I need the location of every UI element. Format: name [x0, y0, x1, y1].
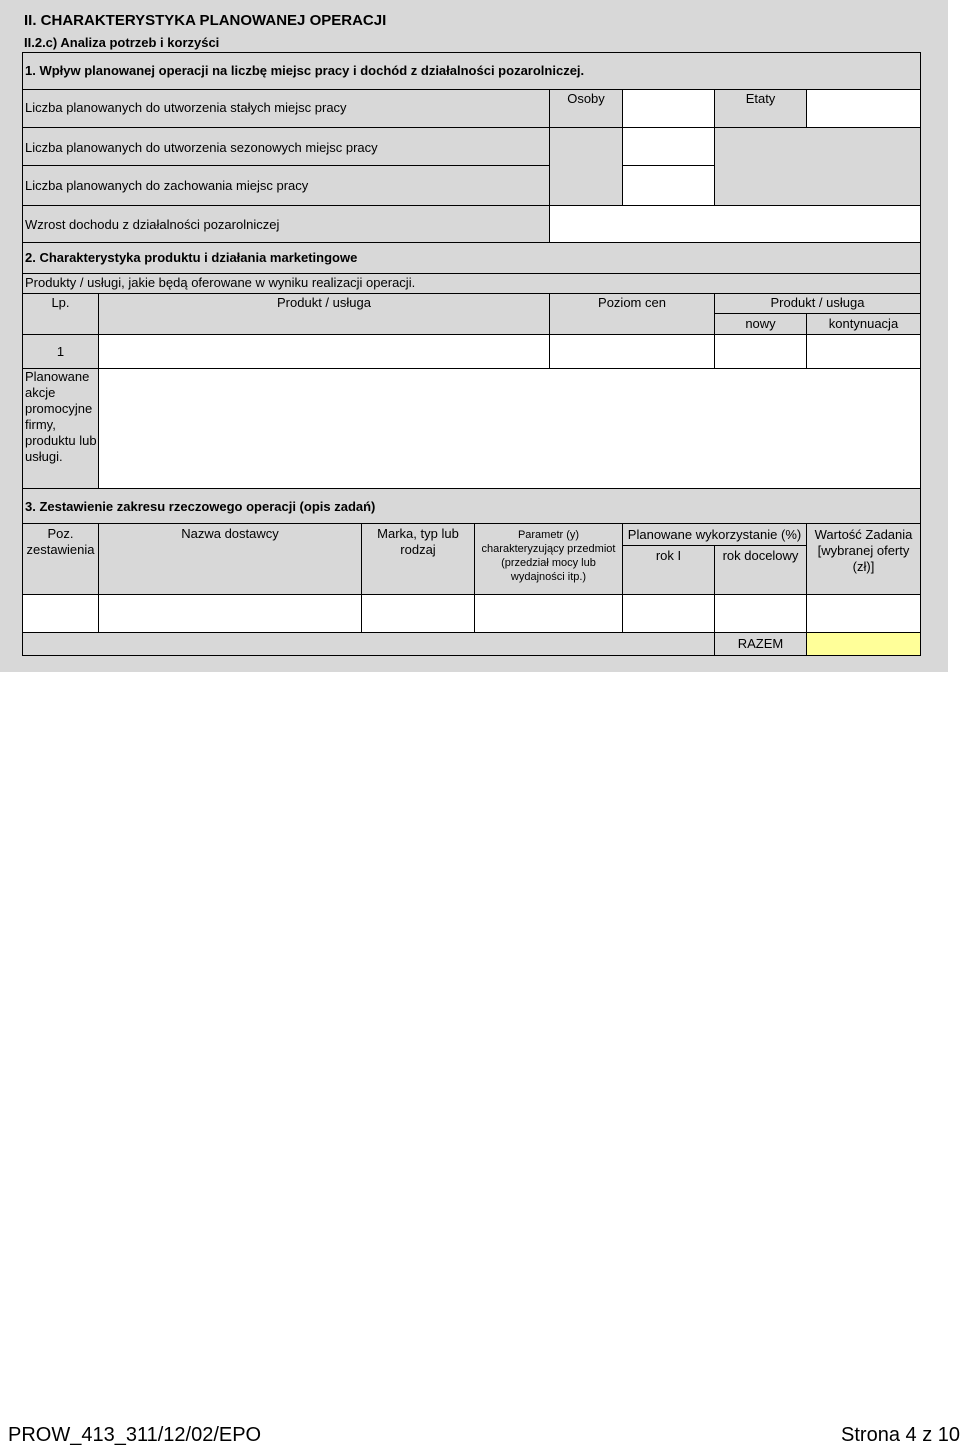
total-label: RAZEM — [737, 636, 784, 651]
col-value-line: Wartość Zadania — [814, 527, 913, 542]
item-supplier-field[interactable] — [98, 594, 362, 633]
row-permanent-jobs — [22, 89, 550, 128]
section3-heading: 3. Zestawienie zakresu rzeczowego operacji (opis zadań) — [25, 499, 376, 514]
col-price-label: Poziom cen — [598, 295, 666, 310]
item-brand-field[interactable] — [361, 594, 475, 633]
promo-label-line: usługi. — [25, 449, 63, 464]
item-year1-field[interactable] — [622, 594, 715, 633]
section2-description-cell — [22, 273, 921, 294]
etaty-blank-cell — [714, 127, 921, 206]
col-brand-header — [361, 523, 475, 595]
col-year1-header — [622, 545, 715, 595]
osoby-permanent-field[interactable] — [622, 89, 715, 128]
row-seasonal-jobs-label: Liczba planowanych do utworzenia sezonowych miejsc pracy — [25, 140, 378, 155]
col-poz-header — [22, 523, 99, 595]
item-value-field[interactable] — [806, 594, 921, 633]
section2-description: Produkty / usługi, jakie będą oferowane w wyniku realizacji operacji. — [25, 275, 416, 290]
row-retained-jobs — [22, 165, 550, 206]
col-target-label: rok docelowy — [722, 548, 799, 563]
promo-label-line: produktu lub — [25, 433, 97, 448]
row-income-growth — [22, 205, 550, 243]
row-permanent-jobs-label: Liczba planowanych do utworzenia stałych miejsc pracy — [25, 100, 347, 115]
osoby-blank-cell — [549, 127, 623, 206]
col-product-header — [98, 293, 550, 335]
item-poz-field[interactable] — [22, 594, 99, 633]
osoby-seasonal-field[interactable] — [622, 127, 715, 166]
col-brand-line: Marka, typ lub — [377, 526, 459, 541]
col-etaty-label: Etaty — [745, 91, 776, 106]
col-poz-line: zestawienia — [26, 542, 95, 557]
col-etaty-header — [714, 89, 807, 128]
col-new-header — [714, 313, 807, 335]
product-name-field[interactable] — [98, 334, 550, 369]
section2-heading-cell — [22, 242, 921, 274]
section2-heading: 2. Charakterystyka produktu i działania marketingowe — [25, 250, 358, 265]
product-new-field[interactable] — [714, 334, 807, 369]
col-osoby-header — [549, 89, 623, 128]
promo-label-line: firmy, — [25, 417, 56, 432]
page-number: Strona 4 z 10 — [841, 1424, 960, 1446]
product-continuation-field[interactable] — [806, 334, 921, 369]
col-usage-label: Planowane wykorzystanie (%) — [627, 527, 802, 542]
col-param-line: (przedział mocy lub — [501, 557, 596, 569]
osoby-retained-field[interactable] — [622, 165, 715, 206]
promo-label-cell — [22, 368, 99, 489]
col-lp-header — [22, 293, 99, 335]
promo-label-line: Planowane — [25, 369, 90, 384]
col-param-line: wydajności itp.) — [510, 571, 587, 583]
col-value-line: (zł)] — [852, 559, 875, 574]
row-income-growth-label: Wzrost dochodu z działalności pozarolniczej — [25, 217, 280, 232]
col-supplier-header — [98, 523, 362, 595]
section-subtitle: II.2.c) Analiza potrzeb i korzyści — [24, 35, 220, 50]
income-growth-field[interactable] — [549, 205, 921, 243]
col-param-line: charakteryzujący przedmiot — [481, 543, 616, 555]
total-blank-cell — [22, 632, 715, 656]
promo-label-line: promocyjne — [25, 401, 93, 416]
col-target-header — [714, 545, 807, 595]
col-product2-label: Produkt / usługa — [770, 295, 865, 310]
total-value-field[interactable] — [806, 632, 921, 656]
col-value-line: [wybranej oferty — [817, 543, 910, 558]
etaty-permanent-field[interactable] — [806, 89, 921, 128]
item-target-field[interactable] — [714, 594, 807, 633]
total-label-cell — [714, 632, 807, 656]
col-osoby-label: Osoby — [567, 91, 605, 106]
row-retained-jobs-label: Liczba planowanych do zachowania miejsc pracy — [25, 178, 309, 193]
col-price-header — [549, 293, 715, 335]
product-row-number: 1 — [56, 343, 65, 359]
col-param-line: Parametr (y) — [517, 529, 580, 541]
row-seasonal-jobs — [22, 127, 550, 166]
col-year1-label: rok I — [655, 548, 682, 563]
product-price-field[interactable] — [549, 334, 715, 369]
promo-label-line: akcje — [25, 385, 56, 400]
section1-heading-cell — [22, 52, 921, 90]
col-param-header — [474, 523, 623, 595]
col-new-label: nowy — [745, 316, 776, 331]
col-continuation-header — [806, 313, 921, 335]
col-product-label: Produkt / usługa — [277, 295, 371, 310]
col-supplier-label: Nazwa dostawcy — [181, 526, 279, 541]
document-code: PROW_413_311/12/02/EPO — [8, 1424, 262, 1446]
promo-actions-field[interactable] — [98, 368, 921, 489]
col-product2-header — [714, 293, 921, 314]
col-usage-header — [622, 523, 807, 546]
section3-heading-cell — [22, 488, 921, 524]
col-value-header — [806, 523, 921, 595]
col-brand-line: rodzaj — [400, 542, 436, 557]
col-continuation-label: kontynuacja — [828, 316, 899, 331]
col-lp-label: Lp. — [51, 295, 70, 310]
section-title: II. CHARAKTERYSTYKA PLANOWANEJ OPERACJI — [24, 12, 387, 29]
product-row-number-cell — [22, 334, 99, 369]
section1-heading: 1. Wpływ planowanej operacji na liczbę miejsc pracy i dochód z działalności pozarolniczej. — [25, 63, 585, 78]
col-poz-line: Poz. — [47, 526, 74, 541]
item-param-field[interactable] — [474, 594, 623, 633]
